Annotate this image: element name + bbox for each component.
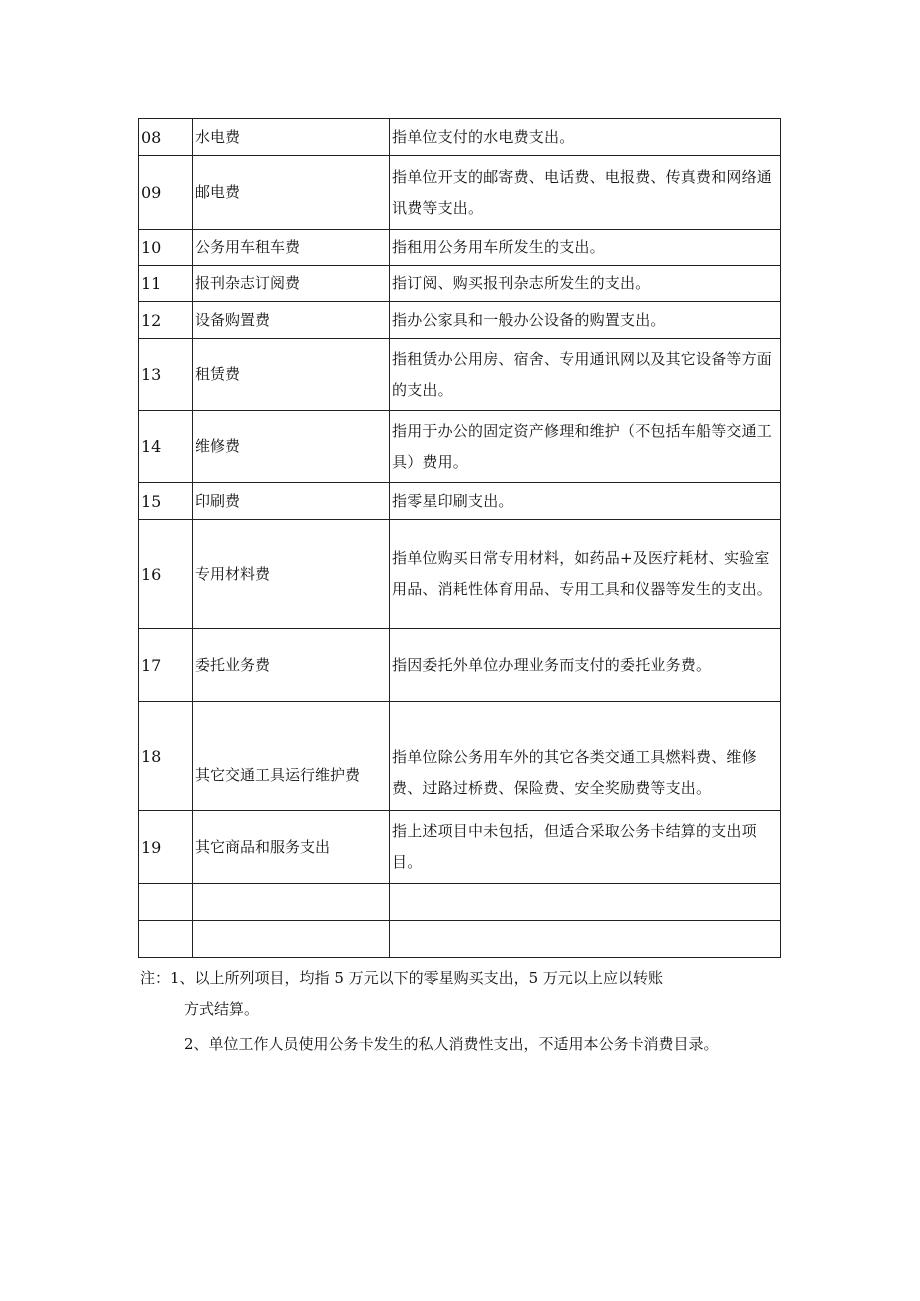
item-name: 租赁费 [193, 339, 390, 411]
table-row [139, 629, 781, 702]
empty-cell [193, 884, 390, 921]
item-description: 指租用公务用车所发生的支出。 [390, 230, 781, 266]
empty-cell [139, 884, 193, 921]
item-description: 指上述项目中未包括，但适合采取公务卡结算的支出项目。 [390, 811, 781, 884]
table-row [139, 702, 781, 811]
item-description: 指用于办公的固定资产修理和维护（不包括车船等交通工具）费用。 [390, 411, 781, 483]
note-2: 2、单位工作人员使用公务卡发生的私人消费性支出，不适用本公务卡消费目录。 [184, 1035, 719, 1053]
item-name: 公务用车租车费 [193, 230, 390, 266]
item-code: 18 [139, 702, 193, 811]
table-row [139, 302, 781, 339]
item-description: 指单位支付的水电费支出。 [390, 119, 781, 156]
item-code: 12 [139, 302, 193, 339]
empty-cell [193, 921, 390, 958]
item-description: 指租赁办公用房、宿舍、专用通讯网以及其它设备等方面的支出。 [390, 339, 781, 411]
item-description: 指单位除公务用车外的其它各类交通工具燃料费、维修费、过路过桥费、保险费、安全奖励费等支出。 [390, 702, 781, 811]
table-row [139, 811, 781, 884]
item-name: 其它交通工具运行维护费 [193, 702, 390, 811]
item-name: 委托业务费 [193, 629, 390, 702]
notes-section [140, 963, 820, 1060]
table-row [139, 520, 781, 629]
table-row [139, 483, 781, 520]
table-row [139, 339, 781, 411]
item-name: 维修费 [193, 411, 390, 483]
table-row [139, 266, 781, 302]
table-row [139, 119, 781, 156]
item-code: 15 [139, 483, 193, 520]
table-row [139, 411, 781, 483]
item-code: 19 [139, 811, 193, 884]
note-1-line-1: 注：1、以上所列项目，均指 5 万元以下的零星购买支出，5 万元以上应以转账 [140, 969, 663, 987]
item-description: 指零星印刷支出。 [390, 483, 781, 520]
item-code: 08 [139, 119, 193, 156]
expense-catalog-table [138, 118, 781, 958]
item-name: 其它商品和服务支出 [193, 811, 390, 884]
item-code: 09 [139, 156, 193, 230]
item-description: 指单位开支的邮寄费、电话费、电报费、传真费和网络通讯费等支出。 [390, 156, 781, 230]
table-row-empty [139, 921, 781, 958]
table-row [139, 156, 781, 230]
item-name: 专用材料费 [193, 520, 390, 629]
item-name: 水电费 [193, 119, 390, 156]
item-code: 16 [139, 520, 193, 629]
item-description: 指因委托外单位办理业务而支付的委托业务费。 [390, 629, 781, 702]
item-code: 11 [139, 266, 193, 302]
item-name: 设备购置费 [193, 302, 390, 339]
item-code: 17 [139, 629, 193, 702]
item-description: 指订阅、购买报刊杂志所发生的支出。 [390, 266, 781, 302]
item-code: 10 [139, 230, 193, 266]
table-row [139, 230, 781, 266]
item-name: 邮电费 [193, 156, 390, 230]
note-1-line-2: 方式结算。 [184, 1000, 260, 1018]
item-name: 报刊杂志订阅费 [193, 266, 390, 302]
item-code: 14 [139, 411, 193, 483]
empty-cell [390, 921, 781, 958]
item-description: 指办公家具和一般办公设备的购置支出。 [390, 302, 781, 339]
item-description: 指单位购买日常专用材料，如药品+及医疗耗材、实验室用品、消耗性体育用品、专用工具和仪器等发生的支出。 [390, 520, 781, 629]
item-name: 印刷费 [193, 483, 390, 520]
empty-cell [390, 884, 781, 921]
item-code: 13 [139, 339, 193, 411]
empty-cell [139, 921, 193, 958]
table-row-empty [139, 884, 781, 921]
